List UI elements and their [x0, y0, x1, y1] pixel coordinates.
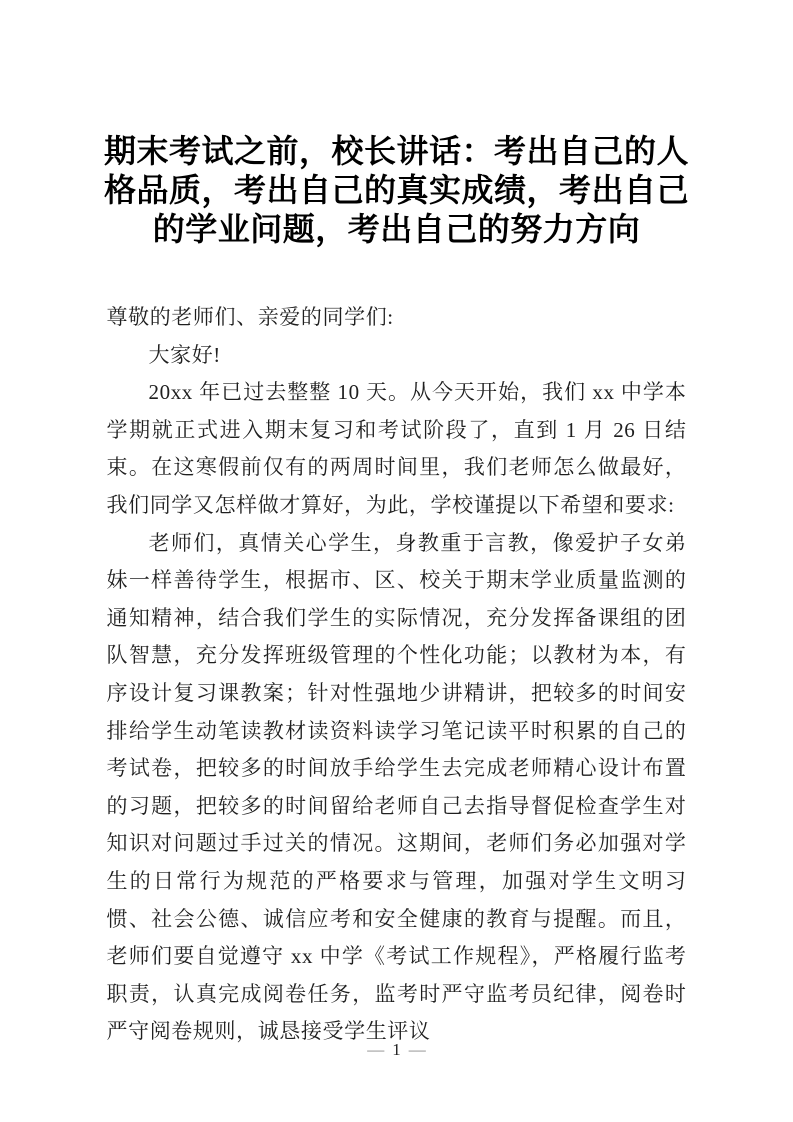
- paragraph-salutation: 尊敬的老师们、亲爱的同学们:: [106, 305, 394, 329]
- page-number: 1: [392, 1040, 401, 1059]
- title-line-3: 的学业问题，考出自己的努力方向: [152, 211, 641, 247]
- page-footer: [0, 1040, 793, 1060]
- paragraph-greeting: 大家好!: [148, 342, 221, 367]
- paragraph-teacher-requirements: 老师们，真情关心学生，身教重于言教，像爱护子女弟妹一样善待学生，根据市、区、校关于期末学业质量监测的通知精神，结合我们学生的实际情况，充分发挥备课组的团队智慧，充分发挥班级管理的个性化功能；以教材为本，有序设计复习课教案；针对性强地少讲精讲，把较多的时间安排给学生动笔读教材读资料读学习笔记读平时积累的自己的考试卷，把较多的时间放手给学生去完成老师精心设计布置的习题，把较多的时间留给老师自己去指导督促检查学生对知识对问题过手过关的情况。这期间，老师们务必加强对学生的日常行为规范的严格要求与管理，加强对学生文明习惯、社会公德、诚信应考和安全健康的教育与提醒。而且，老师们要自觉遵守 xx 中学《考试工作规程》，严格履行监考职责，认真完成阅卷任务，监考时严守监考员纪律，阅卷时严守阅卷规则，诚恳接受学生评议: [106, 530, 687, 1044]
- paragraph-intro: 20xx 年已过去整整 10 天。从今天开始，我们 xx 中学本学期就正式进入期末复习和考试阶段了，直到 1 月 26 日结束。在这寒假前仅有的两周时间里，我们老师怎么做最好，我们同学又怎样做才算好，为此，学校谨提以下希望和要求:: [106, 380, 687, 517]
- title-line-1: 期末考试之前，校长讲话：考出自己的人: [103, 133, 689, 169]
- footer-dash-left: —: [367, 1040, 385, 1059]
- footer-dash-right: —: [408, 1040, 426, 1059]
- document-body: [107, 299, 687, 1051]
- document-title: [0, 0, 793, 249]
- title-line-2: 格品质，考出自己的真实成绩，考出自己: [103, 172, 689, 208]
